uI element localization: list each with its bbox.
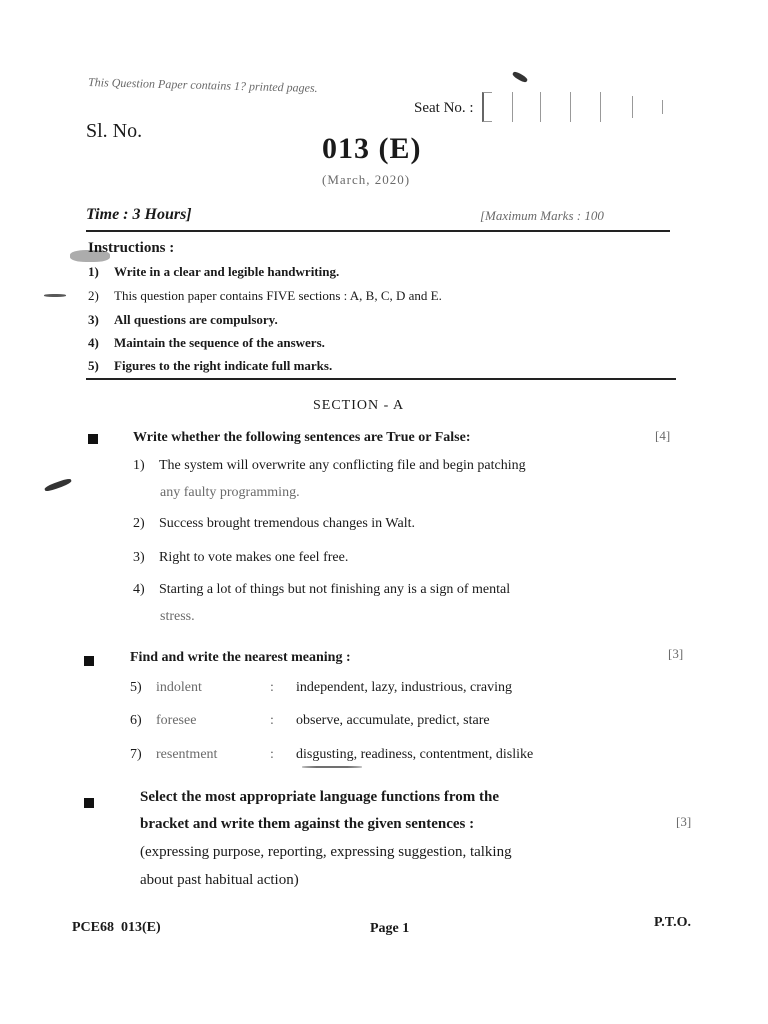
section-title: SECTION - A [313,398,405,413]
page-number: Page 1 [370,921,410,936]
ink-smudge [512,70,529,83]
instruction-item: 2) This question paper contains FIVE sections : A, B, C, D and E. [88,288,442,303]
language-options-line2: about past habitual action) [140,872,299,888]
ink-smudge [44,477,72,492]
meaning-item: 6) foresee : observe, accumulate, predict, stare [130,713,490,728]
true-false-prompt: Write whether the following sentences are True or False: [133,430,471,445]
true-false-item: 4) Starting a lot of things but not finishing any is a sign of mental [133,582,511,597]
question-bullet [88,434,98,444]
exam-date: (March, 2020) [322,172,411,187]
true-false-marks: [4] [655,428,671,443]
header-divider [86,230,670,232]
question-bullet [84,798,94,808]
ink-smudge [70,250,110,262]
meaning-item: 7) resentment : disgusting, readiness, contentment, dislike [130,747,534,762]
instruction-item: 5) Figures to the right indicate full marks. [88,358,333,373]
meaning-item: 5) indolent : independent, lazy, industrious, craving [130,680,513,695]
time-label: Time : 3 Hours] [86,206,192,223]
pto-label: P.T.O. [654,915,691,930]
true-false-item: 1) The system will overwrite any conflicting file and begin patching [133,458,526,473]
paper-code: 013 (E) [322,132,422,165]
true-false-item-continued: any faulty programming. [160,485,300,500]
language-options-line1: (expressing purpose, reporting, expressing suggestion, talking [140,844,512,860]
pen-underline [302,766,362,768]
sl-no-label: Sl. No. [86,120,143,142]
language-prompt-line1: Select the most appropriate language functions from the [140,789,500,805]
true-false-item: 2) Success brought tremendous changes in Walt. [133,516,416,531]
instructions-divider [86,378,676,380]
meaning-prompt: Find and write the nearest meaning : [130,650,351,665]
true-false-item-continued: stress. [160,609,195,624]
question-bullet [84,656,94,666]
seat-no-label: Seat No. : [414,100,474,116]
footer-code: PCE68 013(E) [72,920,161,935]
language-marks: [3] [676,814,692,829]
instruction-item: 3) All questions are compulsory. [88,312,278,327]
true-false-item: 3) Right to vote makes one feel free. [133,550,349,565]
instruction-item: 1) Write in a clear and legible handwriting. [88,264,340,279]
max-marks-label: [Maximum Marks : 100 [480,208,604,223]
instructions-title: Instructions : [88,240,175,256]
printed-pages-note: This Question Paper contains 1? printed pages. [87,74,318,96]
language-prompt-line2: bracket and write them against the given sentences : [140,816,475,832]
meaning-marks: [3] [668,646,684,661]
ink-mark [44,294,66,297]
instruction-item: 4) Maintain the sequence of the answers. [88,335,325,350]
